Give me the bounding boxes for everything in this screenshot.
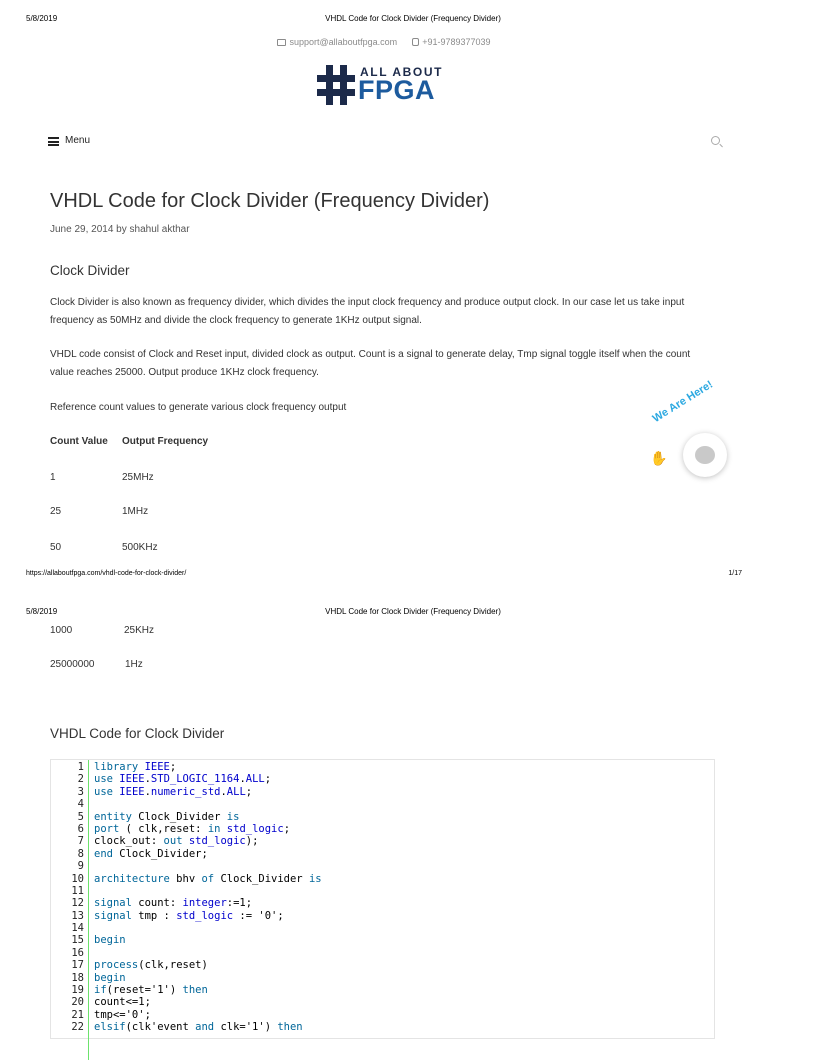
code-line: entity Clock_Divider is [94, 810, 240, 823]
line-number: 17 [71, 959, 84, 972]
line-number: 16 [71, 946, 84, 959]
code-line: port ( clk,reset: in std_logic; [94, 822, 291, 835]
code-block[interactable] [50, 759, 715, 1039]
code-line: if(reset='1') then [94, 984, 208, 997]
line-numbers [51, 761, 87, 1034]
table-cell: 50 [50, 542, 62, 553]
hamburger-icon[interactable] [48, 137, 59, 146]
paragraph-code-description: VHDL code consist of Clock and Reset input, divided clock as output. Count is a signal to generate delay, Tmp signal toggle itself when the count value reaches 25000. Output produce 1KHz clock frequency. [50, 349, 691, 378]
code-line [94, 798, 322, 810]
line-number: 4 [77, 798, 84, 811]
code-line: begin [94, 934, 126, 947]
line-number: 1 [77, 761, 84, 773]
table-cell: 1Hz [125, 659, 143, 670]
line-number: 10 [71, 872, 84, 885]
contact-bar [0, 37, 768, 47]
table-cell: 25MHz [122, 472, 154, 483]
section-heading-clock-divider: Clock Divider [50, 263, 130, 278]
table-cell: 1 [50, 472, 56, 483]
line-number: 22 [71, 1021, 84, 1034]
print-title: VHDL Code for Clock Divider (Frequency Divider) [325, 14, 501, 23]
chat-badge: We Are Here! [650, 378, 716, 425]
line-number: 11 [71, 884, 84, 897]
line-number: 6 [77, 822, 84, 835]
paragraph-reference: Reference count values to generate various clock frequency output [50, 402, 347, 413]
table-cell: 500KHz [122, 542, 158, 553]
main-navbar [48, 133, 722, 151]
line-number: 13 [71, 909, 84, 922]
code-lines [94, 761, 322, 1034]
table-header-count: Count Value [50, 436, 108, 447]
table-cell: 25 [50, 506, 62, 517]
line-number: 18 [71, 971, 84, 984]
code-line: end Clock_Divider; [94, 847, 208, 860]
line-number: 14 [71, 922, 84, 935]
code-line: tmp<='0'; [94, 1008, 151, 1021]
print-header [0, 14, 768, 28]
code-line: use IEEE.STD_LOGIC_1164.ALL; [94, 773, 272, 786]
table-cell: 25000000 [50, 659, 95, 670]
code-line: use IEEE.numeric_std.ALL; [94, 785, 253, 798]
waving-hand-icon: ✋ [650, 450, 668, 466]
code-line [94, 947, 322, 959]
post-meta: June 29, 2014 by shahul akthar [50, 224, 190, 235]
site-logo[interactable] [316, 64, 458, 108]
phone-link[interactable]: +91-9789377039 [412, 37, 490, 47]
line-number: 2 [77, 773, 84, 786]
code-line: process(clk,reset) [94, 959, 208, 972]
code-line [94, 885, 322, 897]
line-number: 12 [71, 897, 84, 910]
code-line: signal tmp : std_logic := '0'; [94, 909, 284, 922]
code-line: architecture bhv of Clock_Divider is [94, 872, 322, 885]
print-date: 5/8/2019 [26, 607, 58, 616]
paragraph-intro: Clock Divider is also known as frequency divider, which divides the input clock frequency and produce output clock. In our case let us take input frequency as 50MHz and divide the clock frequency to generate 1KHz output signal. [50, 297, 685, 326]
print-header-page2 [0, 607, 768, 621]
line-number: 3 [77, 785, 84, 798]
section-heading-vhdl-code: VHDL Code for Clock Divider [50, 726, 225, 741]
code-line: elsif(clk'event and clk='1') then [94, 1021, 303, 1034]
code-line [94, 922, 322, 934]
code-line: count<=1; [94, 996, 151, 1009]
phone-icon [412, 38, 419, 46]
chat-widget[interactable] [650, 378, 746, 488]
table-cell: 25KHz [124, 625, 155, 636]
email-link[interactable]: support@allaboutfpga.com [277, 37, 397, 47]
code-line: begin [94, 971, 126, 984]
logo-line2: FPGA [358, 75, 436, 105]
logo-line1: ALL ABOUT [360, 65, 444, 79]
code-line: clock_out: out std_logic); [94, 835, 259, 848]
line-number: 5 [77, 810, 84, 823]
line-number: 21 [71, 1008, 84, 1021]
chat-bubble-icon[interactable] [683, 433, 727, 477]
menu-button[interactable]: Menu [65, 135, 91, 146]
line-number: 7 [77, 835, 84, 848]
print-footer [0, 570, 768, 582]
line-number: 15 [71, 934, 84, 947]
table-cell: 1MHz [122, 506, 149, 517]
print-page-number: 1/17 [728, 570, 742, 577]
hash-logo-icon [316, 64, 356, 106]
code-line: signal count: integer:=1; [94, 897, 253, 910]
print-title: VHDL Code for Clock Divider (Frequency Divider) [325, 607, 501, 616]
line-number: 20 [71, 996, 84, 1009]
post-title: VHDL Code for Clock Divider (Frequency Divider) [50, 190, 490, 212]
code-line [94, 860, 322, 872]
envelope-icon [277, 39, 286, 46]
search-icon[interactable] [711, 136, 720, 145]
print-url: https://allaboutfpga.com/vhdl-code-for-clock-divider/ [26, 570, 187, 577]
code-line: library IEEE; [94, 761, 177, 773]
table-header-frequency: Output Frequency [122, 436, 209, 447]
table-cell: 1000 [50, 625, 73, 636]
line-number: 9 [77, 860, 84, 873]
print-date: 5/8/2019 [26, 14, 58, 23]
line-number: 8 [77, 847, 84, 860]
line-number: 19 [71, 984, 84, 997]
